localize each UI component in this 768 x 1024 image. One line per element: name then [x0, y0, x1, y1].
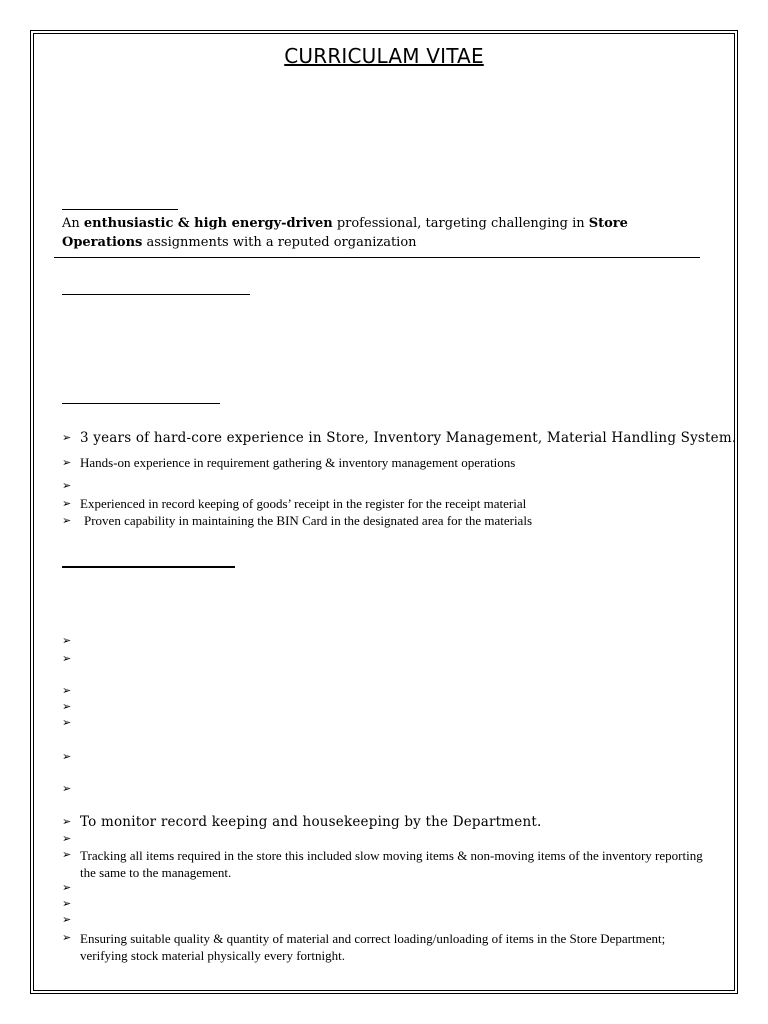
- bullet-arrow-icon: ➢: [62, 716, 72, 729]
- bullet-arrow-icon: ➢: [62, 514, 72, 527]
- objective-text-3: assignments with a reputed organization: [142, 235, 417, 250]
- bullet-arrow-icon: ➢: [62, 931, 72, 944]
- bullet-arrow-icon: ➢: [62, 782, 72, 795]
- objective-text-2: professional, targeting challenging in: [332, 216, 589, 231]
- section-heading-rule-summary: [62, 403, 220, 404]
- list-item-text: Hands-on experience in requirement gathering & inventory management operations: [80, 455, 516, 470]
- list-item-text: 3 years of hard-core experience in Store, Inventory Management, Material Handling System.: [80, 430, 737, 446]
- objective-bold-2: Store Operations: [62, 216, 628, 250]
- bullet-arrow-icon: ➢: [62, 848, 72, 861]
- bullet-arrow-icon: ➢: [62, 497, 72, 510]
- bullet-arrow-icon: ➢: [62, 897, 72, 910]
- section-heading-rule-2: [62, 294, 250, 295]
- objective-paragraph: [62, 214, 702, 252]
- bullet-arrow-icon: ➢: [62, 456, 72, 469]
- bullet-arrow-icon: ➢: [62, 750, 72, 763]
- list-item-text: To monitor record keeping and housekeeping by the Department.: [80, 814, 542, 830]
- objective-bold-1: enthusiastic & high energy-driven: [83, 216, 333, 231]
- bullet-arrow-icon: ➢: [62, 832, 72, 845]
- objective-text-1: An: [62, 216, 84, 231]
- bullet-arrow-icon: ➢: [62, 815, 72, 828]
- bullet-arrow-icon: ➢: [62, 684, 72, 697]
- bullet-arrow-icon: ➢: [62, 881, 72, 894]
- list-item-text: Proven capability in maintaining the BIN Card in the designated area for the materials: [84, 513, 532, 528]
- list-item-text: Tracking all items required in the store this included slow moving items & non-moving items of the inventory reporting the same to the management.: [80, 848, 703, 880]
- section-heading-rule-objective: [62, 209, 178, 210]
- bullet-arrow-icon: ➢: [62, 634, 72, 647]
- section-heading-rule-experience: [62, 566, 235, 568]
- list-item-text: Experienced in record keeping of goods’ receipt in the register for the receipt material: [80, 496, 527, 511]
- bullet-arrow-icon: ➢: [62, 652, 72, 665]
- list-item-text: Ensuring suitable quality & quantity of material and correct loading/unloading of items in the Store Department; verifying stock material physically every fortnight.: [80, 931, 666, 963]
- bullet-arrow-icon: ➢: [62, 913, 72, 926]
- bullet-arrow-icon: ➢: [62, 431, 72, 444]
- bullet-arrow-icon: ➢: [62, 700, 72, 713]
- document-title: CURRICULAM VITAE: [284, 44, 484, 68]
- bullet-arrow-icon: ➢: [62, 479, 72, 492]
- objective-divider: [54, 257, 700, 258]
